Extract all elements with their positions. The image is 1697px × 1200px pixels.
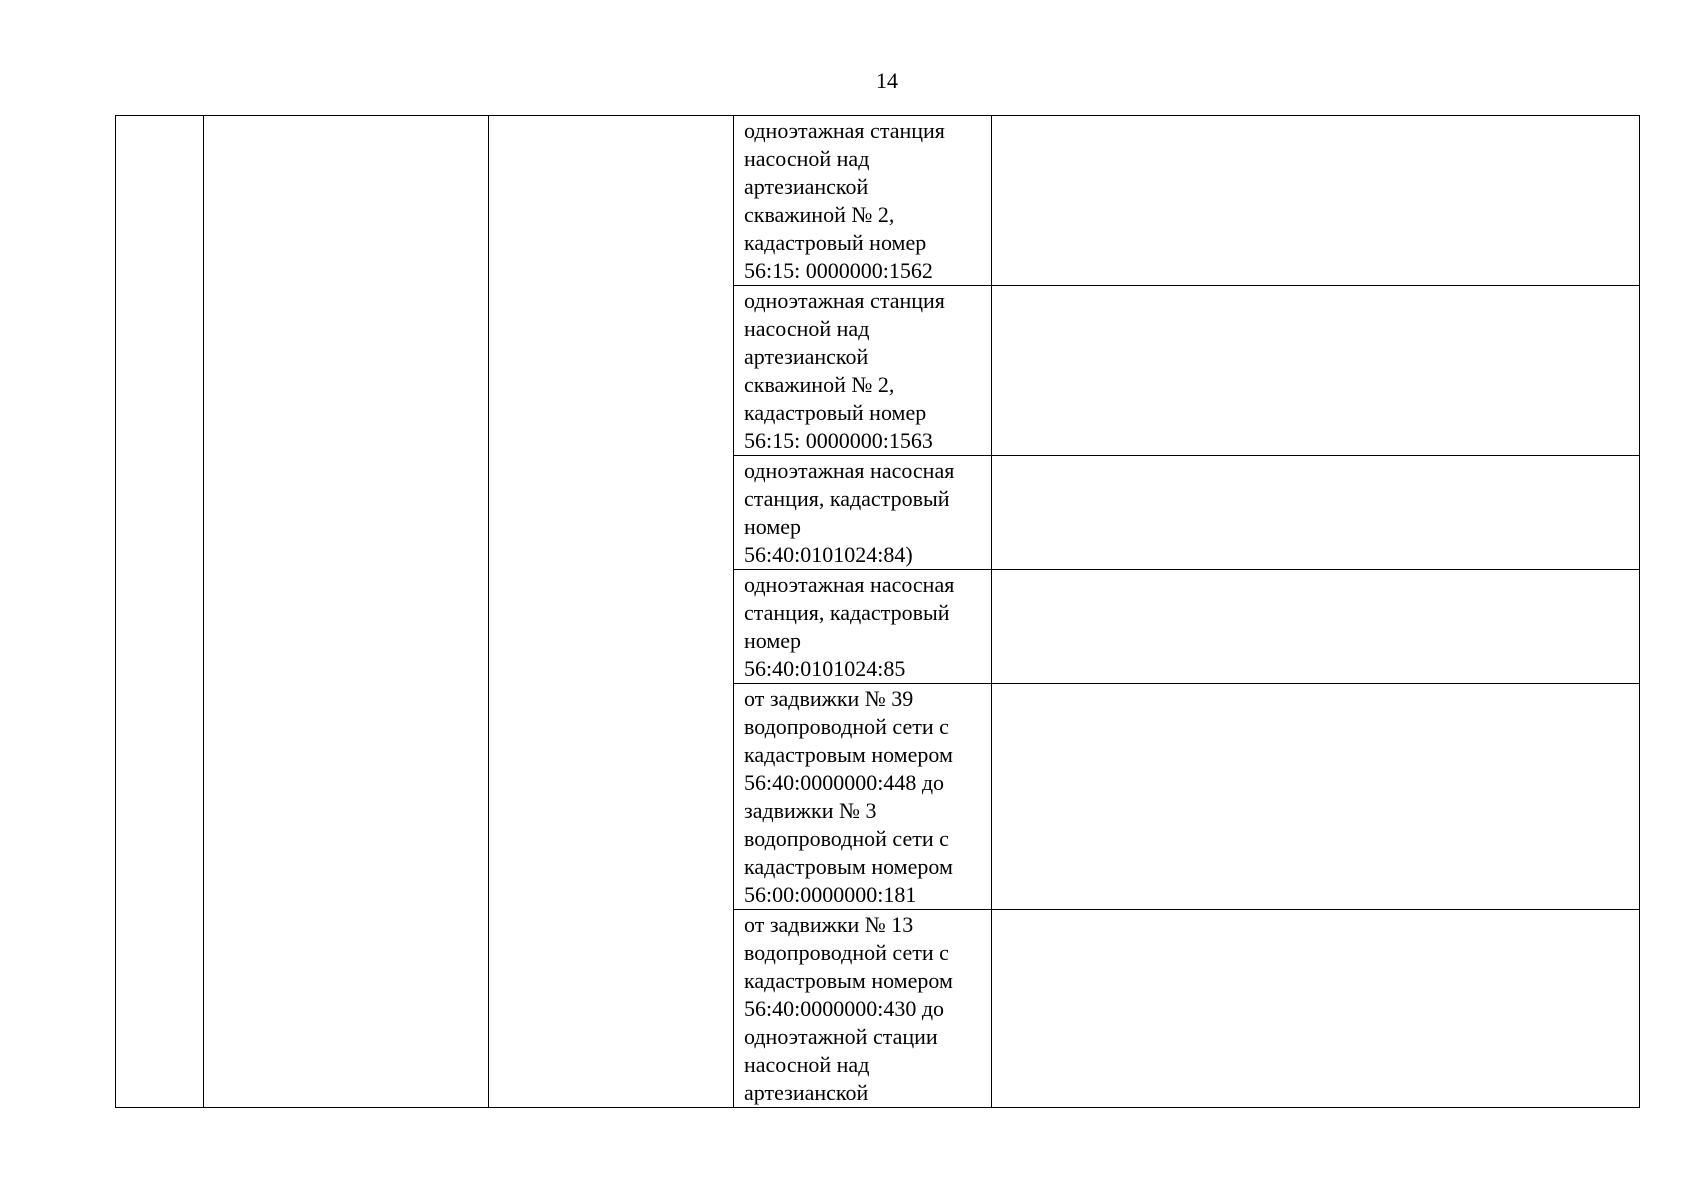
object-description-cell	[734, 116, 992, 286]
empty-cell	[992, 116, 1640, 286]
object-description-cell	[734, 684, 992, 910]
empty-cell	[992, 684, 1640, 910]
empty-cell	[992, 910, 1640, 1108]
object-description-cell	[734, 910, 992, 1108]
object-description-cell	[734, 456, 992, 570]
objects-table	[115, 115, 1640, 1108]
object-description: одноэтажная станция насосной над артезианской скважиной № 2, кадастровый номер 56:15: 0000000:1562	[744, 118, 945, 283]
empty-cell	[992, 570, 1640, 684]
empty-cell	[992, 456, 1640, 570]
index-column-cell	[116, 116, 204, 1108]
object-description-cell	[734, 570, 992, 684]
object-description: одноэтажная станция насосной над артезианской скважиной № 2, кадастровый номер 56:15: 0000000:1563	[744, 288, 945, 453]
second-column-cell	[204, 116, 489, 1108]
object-description: от задвижки № 39 водопроводной сети с кадастровым номером 56:40:0000000:448 до задвижки № 3 водопроводной сети с кадастровым номером 56:00:0000000:181	[744, 686, 953, 907]
third-column-cell	[489, 116, 734, 1108]
table-row	[116, 116, 1640, 286]
empty-cell	[992, 286, 1640, 456]
object-description: одноэтажная насосная станция, кадастровый номер 56:40:0101024:85	[744, 572, 955, 681]
object-description: одноэтажная насосная станция, кадастровый номер 56:40:0101024:84)	[744, 458, 955, 567]
object-description: от задвижки № 13 водопроводной сети с кадастровым номером 56:40:0000000:430 до одноэтажной стации насосной над артезианской	[744, 912, 953, 1105]
object-description-cell	[734, 286, 992, 456]
page-number: 14	[876, 68, 898, 93]
